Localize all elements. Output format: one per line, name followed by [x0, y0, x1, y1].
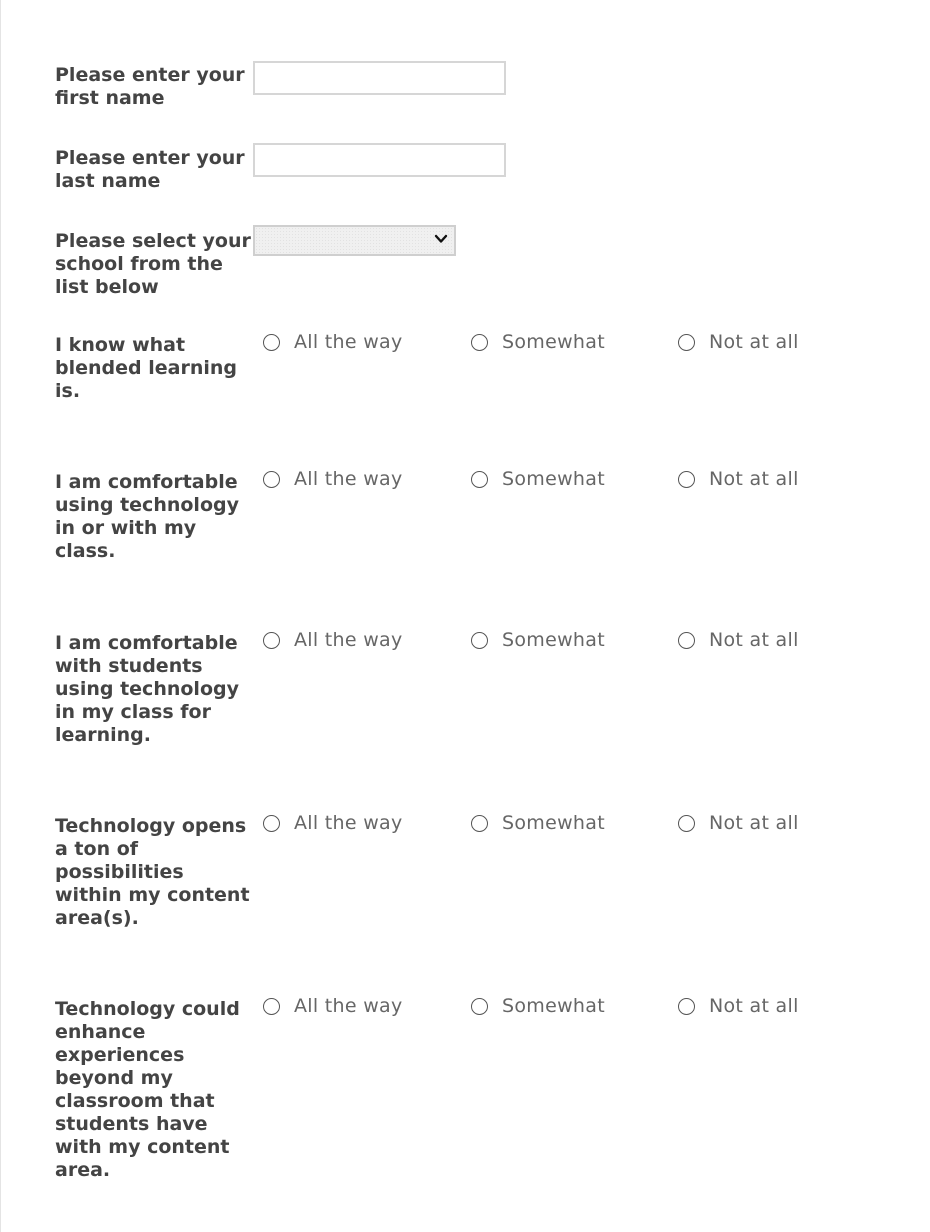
option-all-the-way[interactable] — [263, 467, 403, 491]
option-label: Not at all — [709, 468, 799, 490]
radio-all-the-way[interactable] — [263, 334, 280, 351]
option-somewhat[interactable] — [471, 467, 605, 491]
option-label: All the way — [294, 331, 403, 353]
option-label: All the way — [294, 468, 403, 490]
option-somewhat[interactable] — [471, 994, 605, 1018]
option-label: All the way — [294, 629, 403, 651]
option-somewhat[interactable] — [471, 628, 605, 652]
last-name-label: Please enter your last name — [55, 147, 245, 192]
option-label: Not at all — [709, 812, 799, 834]
question-label: I am comfortable using technology in or with my class. — [55, 471, 239, 562]
radio-not-at-all[interactable] — [678, 471, 695, 488]
radio-somewhat[interactable] — [471, 334, 488, 351]
radio-not-at-all[interactable] — [678, 334, 695, 351]
first-name-input[interactable] — [253, 61, 506, 95]
option-somewhat[interactable] — [471, 811, 605, 835]
option-all-the-way[interactable] — [263, 628, 403, 652]
radio-somewhat[interactable] — [471, 998, 488, 1015]
school-label: Please select your school from the list below — [55, 230, 251, 298]
radio-somewhat[interactable] — [471, 815, 488, 832]
radio-not-at-all[interactable] — [678, 632, 695, 649]
option-not-at-all[interactable] — [678, 330, 799, 354]
option-not-at-all[interactable] — [678, 811, 799, 835]
question-label: I know what blended learning is. — [55, 334, 237, 402]
option-label: Not at all — [709, 331, 799, 353]
option-label: Somewhat — [502, 468, 605, 490]
question-label: I am comfortable with students using technology in my class for learning. — [55, 632, 239, 746]
option-not-at-all[interactable] — [678, 994, 799, 1018]
radio-not-at-all[interactable] — [678, 815, 695, 832]
radio-all-the-way[interactable] — [263, 815, 280, 832]
radio-somewhat[interactable] — [471, 471, 488, 488]
option-somewhat[interactable] — [471, 330, 605, 354]
chevron-down-icon — [434, 232, 448, 246]
question-label: Technology opens a ton of possibilities within my content area(s). — [55, 815, 250, 929]
option-label: Somewhat — [502, 331, 605, 353]
option-label: Somewhat — [502, 995, 605, 1017]
radio-all-the-way[interactable] — [263, 471, 280, 488]
radio-all-the-way[interactable] — [263, 632, 280, 649]
option-label: All the way — [294, 995, 403, 1017]
option-all-the-way[interactable] — [263, 994, 403, 1018]
option-label: Not at all — [709, 629, 799, 651]
option-all-the-way[interactable] — [263, 330, 403, 354]
option-label: Somewhat — [502, 812, 605, 834]
option-not-at-all[interactable] — [678, 628, 799, 652]
option-label: Not at all — [709, 995, 799, 1017]
last-name-input[interactable] — [253, 143, 506, 177]
option-label: All the way — [294, 812, 403, 834]
first-name-label: Please enter your first name — [55, 64, 245, 109]
radio-not-at-all[interactable] — [678, 998, 695, 1015]
option-label: Somewhat — [502, 629, 605, 651]
radio-all-the-way[interactable] — [263, 998, 280, 1015]
option-all-the-way[interactable] — [263, 811, 403, 835]
school-select[interactable] — [253, 225, 456, 256]
question-label: Technology could enhance experiences beyond my classroom that students have with my content area. — [55, 998, 240, 1181]
radio-somewhat[interactable] — [471, 632, 488, 649]
option-not-at-all[interactable] — [678, 467, 799, 491]
